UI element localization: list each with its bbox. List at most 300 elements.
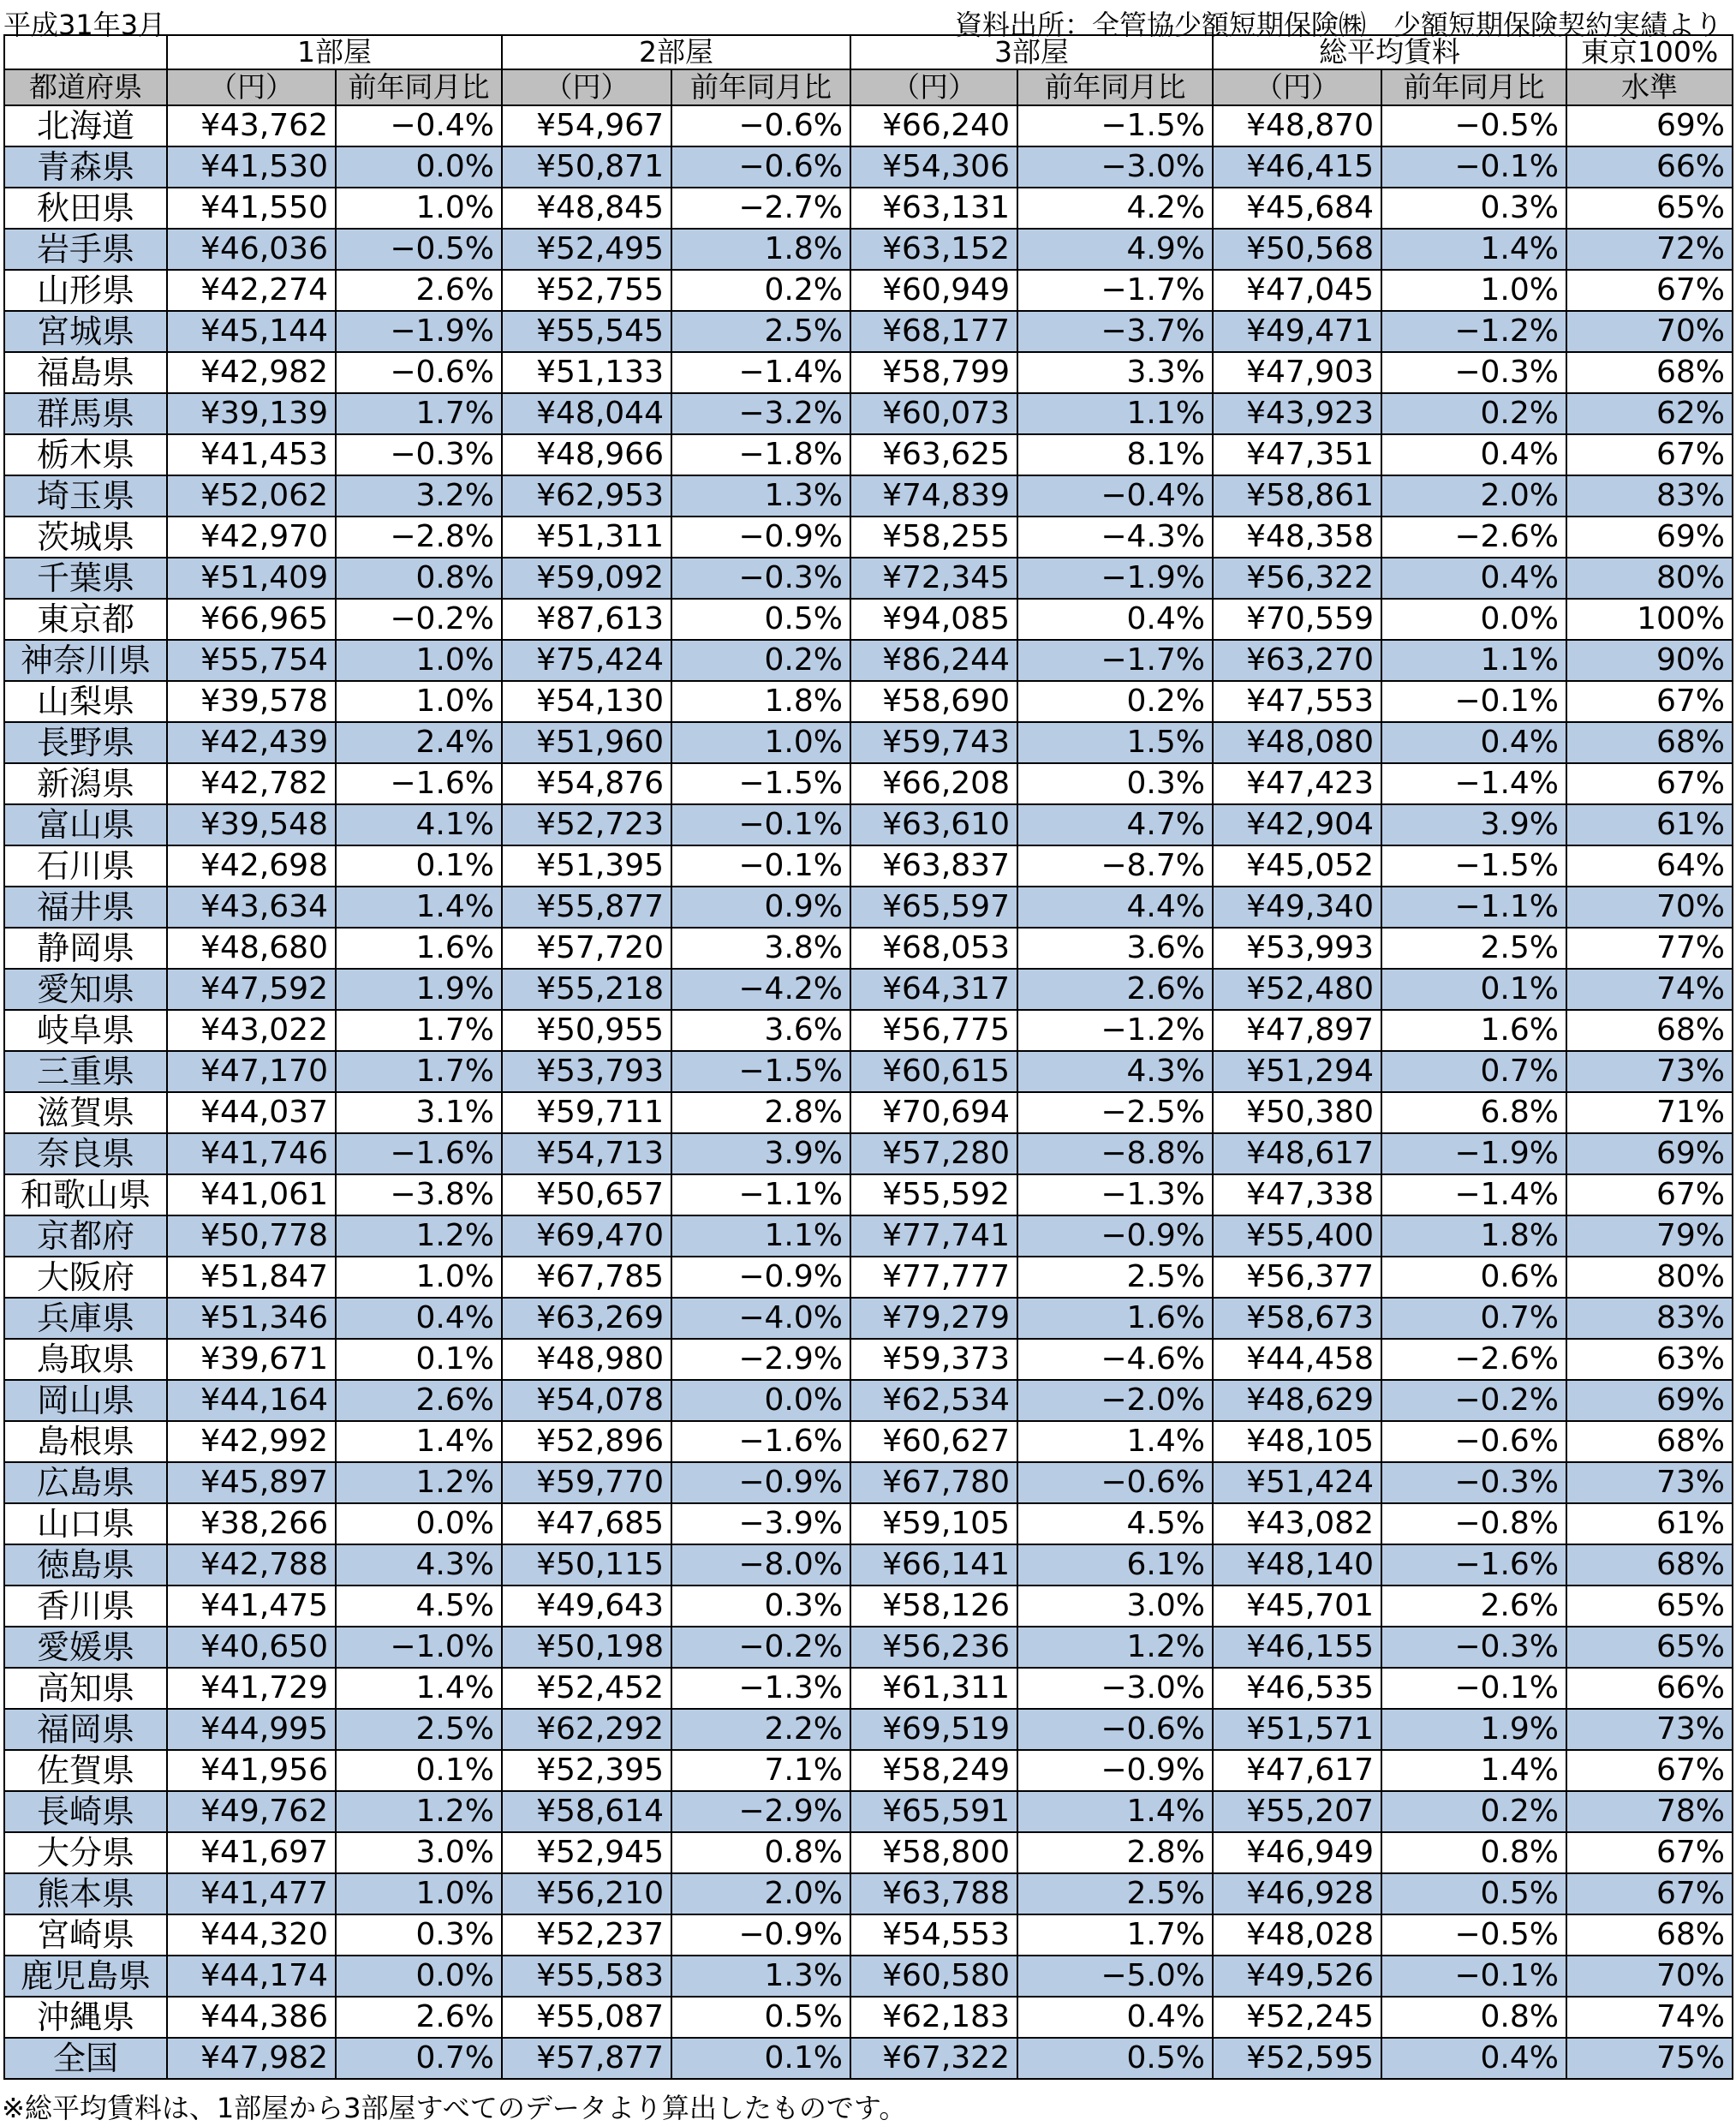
- rent-cell: ¥66,208: [850, 763, 1017, 804]
- yoy-cell: −0.3%: [671, 558, 850, 599]
- yoy-cell: 0.4%: [336, 1298, 502, 1339]
- rent-cell: ¥52,723: [502, 804, 671, 845]
- tokyo-ratio-cell: 69%: [1566, 1133, 1733, 1174]
- yoy-cell: −3.0%: [1017, 1668, 1213, 1709]
- yoy-cell: 1.4%: [1017, 1791, 1213, 1832]
- yoy-cell: 3.0%: [1017, 1586, 1213, 1627]
- tokyo-ratio-cell: 68%: [1566, 1544, 1733, 1586]
- yoy-cell: 0.8%: [1381, 1832, 1566, 1873]
- yoy-cell: 1.2%: [336, 1462, 502, 1503]
- yoy-cell: 3.6%: [1017, 928, 1213, 969]
- yoy-cell: −1.4%: [1381, 1174, 1566, 1215]
- rent-cell: ¥67,322: [850, 2038, 1017, 2079]
- yoy-cell: 2.6%: [336, 1997, 502, 2038]
- prefecture-cell: 福岡県: [4, 1709, 167, 1750]
- yoy-cell: 2.5%: [1017, 1873, 1213, 1914]
- rent-cell: ¥48,617: [1213, 1133, 1381, 1174]
- rent-cell: ¥50,657: [502, 1174, 671, 1215]
- rent-cell: ¥55,583: [502, 1956, 671, 1997]
- yoy-cell: 1.7%: [336, 1051, 502, 1092]
- tokyo-ratio-cell: 83%: [1566, 1298, 1733, 1339]
- rent-cell: ¥46,949: [1213, 1832, 1381, 1873]
- tokyo-ratio-cell: 74%: [1566, 1997, 1733, 2038]
- rent-cell: ¥67,780: [850, 1462, 1017, 1503]
- tokyo-ratio-cell: 73%: [1566, 1462, 1733, 1503]
- yoy-cell: −0.9%: [671, 517, 850, 558]
- yoy-cell: 0.0%: [336, 1956, 502, 1997]
- rent-cell: ¥51,395: [502, 845, 671, 887]
- rent-cell: ¥45,684: [1213, 188, 1381, 229]
- tokyo-ratio-cell: 67%: [1566, 1750, 1733, 1791]
- yoy-cell: −1.5%: [1381, 845, 1566, 887]
- yoy-cell: −1.4%: [671, 352, 850, 393]
- rent-cell: ¥56,236: [850, 1627, 1017, 1668]
- rent-cell: ¥58,861: [1213, 475, 1381, 517]
- yoy-cell: −8.8%: [1017, 1133, 1213, 1174]
- rent-cell: ¥55,754: [167, 640, 336, 681]
- rent-cell: ¥66,965: [167, 599, 336, 640]
- rent-cell: ¥41,477: [167, 1873, 336, 1914]
- prefecture-cell: 岩手県: [4, 229, 167, 270]
- tokyo-ratio-cell: 61%: [1566, 1503, 1733, 1544]
- rent-cell: ¥42,439: [167, 722, 336, 763]
- yoy-cell: −8.7%: [1017, 845, 1213, 887]
- prefecture-cell: 京都府: [4, 1215, 167, 1257]
- rent-cell: ¥47,553: [1213, 681, 1381, 722]
- yoy-cell: 0.2%: [1381, 1791, 1566, 1832]
- yoy-cell: 2.6%: [336, 270, 502, 311]
- yoy-cell: −1.7%: [1017, 270, 1213, 311]
- rent-cell: ¥46,415: [1213, 146, 1381, 188]
- table-row: [4, 845, 1733, 887]
- prefecture-cell: 山形県: [4, 270, 167, 311]
- yoy-cell: −1.7%: [1017, 640, 1213, 681]
- rent-cell: ¥41,697: [167, 1832, 336, 1873]
- tokyo-ratio-cell: 70%: [1566, 1956, 1733, 1997]
- prefecture-cell: 神奈川県: [4, 640, 167, 681]
- yoy-cell: 0.4%: [1381, 434, 1566, 475]
- rent-cell: ¥69,470: [502, 1215, 671, 1257]
- table-row: [4, 1133, 1733, 1174]
- table-row: [4, 1586, 1733, 1627]
- rent-cell: ¥59,373: [850, 1339, 1017, 1380]
- yoy-cell: −0.6%: [1381, 1421, 1566, 1462]
- yoy-cell: 0.5%: [671, 1997, 850, 2038]
- column-header: 前年同月比: [336, 69, 502, 105]
- table-row: [4, 1791, 1733, 1832]
- rent-cell: ¥43,923: [1213, 393, 1381, 434]
- tokyo-ratio-cell: 74%: [1566, 969, 1733, 1010]
- table-row: [4, 1668, 1733, 1709]
- yoy-cell: 4.3%: [1017, 1051, 1213, 1092]
- rent-cell: ¥55,592: [850, 1174, 1017, 1215]
- rent-cell: ¥46,155: [1213, 1627, 1381, 1668]
- column-header: 水準: [1566, 69, 1733, 105]
- tokyo-ratio-cell: 71%: [1566, 1092, 1733, 1133]
- yoy-cell: −3.2%: [671, 393, 850, 434]
- rent-cell: ¥75,424: [502, 640, 671, 681]
- yoy-cell: 0.1%: [336, 845, 502, 887]
- column-header: 都道府県: [4, 69, 167, 105]
- yoy-cell: 2.6%: [1017, 969, 1213, 1010]
- yoy-cell: −1.9%: [1017, 558, 1213, 599]
- rent-cell: ¥41,956: [167, 1750, 336, 1791]
- rent-cell: ¥86,244: [850, 640, 1017, 681]
- rent-cell: ¥50,955: [502, 1010, 671, 1051]
- yoy-cell: −0.9%: [1017, 1750, 1213, 1791]
- yoy-cell: 1.0%: [336, 1873, 502, 1914]
- yoy-cell: −3.9%: [671, 1503, 850, 1544]
- rent-cell: ¥45,052: [1213, 845, 1381, 887]
- rent-cell: ¥40,650: [167, 1627, 336, 1668]
- yoy-cell: 3.9%: [1381, 804, 1566, 845]
- table-row: [4, 1956, 1733, 1997]
- table-row: [4, 1627, 1733, 1668]
- yoy-cell: 1.1%: [1017, 393, 1213, 434]
- rent-cell: ¥66,240: [850, 105, 1017, 146]
- yoy-cell: −1.5%: [1017, 105, 1213, 146]
- yoy-cell: 4.7%: [1017, 804, 1213, 845]
- rent-cell: ¥48,680: [167, 928, 336, 969]
- rent-cell: ¥58,614: [502, 1791, 671, 1832]
- rent-cell: ¥43,634: [167, 887, 336, 928]
- tokyo-ratio-cell: 62%: [1566, 393, 1733, 434]
- prefecture-cell: 青森県: [4, 146, 167, 188]
- tokyo-ratio-cell: 65%: [1566, 188, 1733, 229]
- tokyo-ratio-cell: 64%: [1566, 845, 1733, 887]
- table-row: [4, 352, 1733, 393]
- rent-cell: ¥42,992: [167, 1421, 336, 1462]
- yoy-cell: 0.6%: [1381, 1257, 1566, 1298]
- yoy-cell: 0.1%: [336, 1750, 502, 1791]
- yoy-cell: −1.5%: [671, 763, 850, 804]
- rent-cell: ¥47,685: [502, 1503, 671, 1544]
- yoy-cell: 0.1%: [336, 1339, 502, 1380]
- rent-cell: ¥52,395: [502, 1750, 671, 1791]
- prefecture-cell: 栃木県: [4, 434, 167, 475]
- yoy-cell: 1.2%: [336, 1791, 502, 1832]
- rent-cell: ¥56,775: [850, 1010, 1017, 1051]
- yoy-cell: 2.8%: [671, 1092, 850, 1133]
- rent-cell: ¥63,270: [1213, 640, 1381, 681]
- yoy-cell: 0.5%: [1017, 2038, 1213, 2079]
- tokyo-ratio-cell: 65%: [1566, 1586, 1733, 1627]
- yoy-cell: 3.9%: [671, 1133, 850, 1174]
- yoy-cell: 1.1%: [1381, 640, 1566, 681]
- tokyo-ratio-cell: 67%: [1566, 1873, 1733, 1914]
- yoy-cell: 1.0%: [336, 681, 502, 722]
- rent-cell: ¥58,673: [1213, 1298, 1381, 1339]
- yoy-cell: −2.8%: [336, 517, 502, 558]
- yoy-cell: 1.3%: [671, 475, 850, 517]
- yoy-cell: 0.1%: [671, 2038, 850, 2079]
- rent-cell: ¥53,993: [1213, 928, 1381, 969]
- prefecture-cell: 石川県: [4, 845, 167, 887]
- prefecture-cell: 富山県: [4, 804, 167, 845]
- rent-cell: ¥41,729: [167, 1668, 336, 1709]
- yoy-cell: 0.4%: [1381, 558, 1566, 599]
- tokyo-ratio-cell: 67%: [1566, 1832, 1733, 1873]
- rent-cell: ¥48,980: [502, 1339, 671, 1380]
- yoy-cell: 2.2%: [671, 1709, 850, 1750]
- yoy-cell: −1.1%: [1381, 887, 1566, 928]
- rent-cell: ¥48,870: [1213, 105, 1381, 146]
- yoy-cell: 1.4%: [1381, 1750, 1566, 1791]
- yoy-cell: −0.2%: [1381, 1380, 1566, 1421]
- yoy-cell: −1.3%: [671, 1668, 850, 1709]
- rent-cell: ¥52,755: [502, 270, 671, 311]
- rent-cell: ¥50,115: [502, 1544, 671, 1586]
- yoy-cell: 0.9%: [671, 887, 850, 928]
- prefecture-cell: 千葉県: [4, 558, 167, 599]
- rent-cell: ¥60,615: [850, 1051, 1017, 1092]
- yoy-cell: −1.2%: [1381, 311, 1566, 352]
- yoy-cell: −1.6%: [671, 1421, 850, 1462]
- tokyo-ratio-cell: 73%: [1566, 1051, 1733, 1092]
- yoy-cell: −0.9%: [1017, 1215, 1213, 1257]
- yoy-cell: 0.3%: [1017, 763, 1213, 804]
- prefecture-cell: 新潟県: [4, 763, 167, 804]
- rent-cell: ¥58,255: [850, 517, 1017, 558]
- column-header: （円）: [167, 69, 336, 105]
- rent-cell: ¥42,970: [167, 517, 336, 558]
- yoy-cell: 2.5%: [671, 311, 850, 352]
- rent-cell: ¥63,269: [502, 1298, 671, 1339]
- rent-cell: ¥48,845: [502, 188, 671, 229]
- yoy-cell: 1.9%: [1381, 1709, 1566, 1750]
- yoy-cell: −1.6%: [1381, 1544, 1566, 1586]
- rent-cell: ¥56,377: [1213, 1257, 1381, 1298]
- yoy-cell: −5.0%: [1017, 1956, 1213, 1997]
- yoy-cell: −0.6%: [671, 105, 850, 146]
- rent-cell: ¥53,793: [502, 1051, 671, 1092]
- prefecture-cell: 三重県: [4, 1051, 167, 1092]
- rent-cell: ¥57,720: [502, 928, 671, 969]
- prefecture-cell: 長崎県: [4, 1791, 167, 1832]
- rent-cell: ¥60,627: [850, 1421, 1017, 1462]
- table-row: [4, 1750, 1733, 1791]
- yoy-cell: 1.7%: [1017, 1914, 1213, 1956]
- yoy-cell: 2.0%: [671, 1873, 850, 1914]
- yoy-cell: 4.4%: [1017, 887, 1213, 928]
- yoy-cell: 0.2%: [671, 270, 850, 311]
- yoy-cell: 4.5%: [336, 1586, 502, 1627]
- table-row: [4, 887, 1733, 928]
- table-row: [4, 311, 1733, 352]
- yoy-cell: 2.4%: [336, 722, 502, 763]
- rent-cell: ¥60,580: [850, 1956, 1017, 1997]
- prefecture-cell: 茨城県: [4, 517, 167, 558]
- rent-cell: ¥52,896: [502, 1421, 671, 1462]
- rent-cell: ¥43,082: [1213, 1503, 1381, 1544]
- date-label: 平成31年3月: [3, 9, 166, 41]
- rent-cell: ¥65,591: [850, 1791, 1017, 1832]
- yoy-cell: −0.3%: [1381, 1627, 1566, 1668]
- rent-cell: ¥44,164: [167, 1380, 336, 1421]
- table-row: [4, 1997, 1733, 2038]
- yoy-cell: 2.5%: [1017, 1257, 1213, 1298]
- group-header: 2部屋: [502, 35, 850, 69]
- yoy-cell: −0.1%: [671, 845, 850, 887]
- yoy-cell: 0.5%: [1381, 1873, 1566, 1914]
- prefecture-cell: 東京都: [4, 599, 167, 640]
- tokyo-ratio-cell: 67%: [1566, 1174, 1733, 1215]
- yoy-cell: −4.2%: [671, 969, 850, 1010]
- rent-cell: ¥44,037: [167, 1092, 336, 1133]
- rent-cell: ¥42,782: [167, 763, 336, 804]
- yoy-cell: 4.2%: [1017, 188, 1213, 229]
- rent-cell: ¥49,471: [1213, 311, 1381, 352]
- tokyo-ratio-cell: 80%: [1566, 558, 1733, 599]
- rent-cell: ¥48,044: [502, 393, 671, 434]
- rent-cell: ¥41,061: [167, 1174, 336, 1215]
- tokyo-ratio-cell: 73%: [1566, 1709, 1733, 1750]
- prefecture-cell: 群馬県: [4, 393, 167, 434]
- group-header: 総平均賃料: [1213, 35, 1566, 69]
- yoy-cell: 3.6%: [671, 1010, 850, 1051]
- yoy-cell: −2.5%: [1017, 1092, 1213, 1133]
- rent-cell: ¥54,713: [502, 1133, 671, 1174]
- table-row: [4, 1298, 1733, 1339]
- prefecture-cell: 熊本県: [4, 1873, 167, 1914]
- table-row: [4, 1257, 1733, 1298]
- yoy-cell: 0.8%: [1381, 1997, 1566, 2038]
- yoy-cell: −0.6%: [1017, 1462, 1213, 1503]
- rent-cell: ¥51,571: [1213, 1709, 1381, 1750]
- rent-cell: ¥38,266: [167, 1503, 336, 1544]
- yoy-cell: 1.0%: [336, 188, 502, 229]
- table-row: [4, 599, 1733, 640]
- rent-cell: ¥51,311: [502, 517, 671, 558]
- yoy-cell: 0.0%: [336, 146, 502, 188]
- rent-cell: ¥52,595: [1213, 2038, 1381, 2079]
- tokyo-ratio-cell: 77%: [1566, 928, 1733, 969]
- rent-cell: ¥62,953: [502, 475, 671, 517]
- rent-cell: ¥43,762: [167, 105, 336, 146]
- yoy-cell: −0.1%: [1381, 146, 1566, 188]
- title-bar: [0, 0, 1736, 41]
- yoy-cell: −0.1%: [1381, 681, 1566, 722]
- prefecture-cell: 静岡県: [4, 928, 167, 969]
- yoy-cell: 4.1%: [336, 804, 502, 845]
- yoy-cell: 1.0%: [336, 640, 502, 681]
- yoy-cell: 2.6%: [336, 1380, 502, 1421]
- table-row: [4, 763, 1733, 804]
- yoy-cell: 0.7%: [1381, 1298, 1566, 1339]
- group-header: 1部屋: [167, 35, 502, 69]
- yoy-cell: −2.9%: [671, 1339, 850, 1380]
- yoy-cell: 0.1%: [1381, 969, 1566, 1010]
- rent-cell: ¥79,279: [850, 1298, 1017, 1339]
- rent-cell: ¥50,380: [1213, 1092, 1381, 1133]
- yoy-cell: 0.3%: [671, 1586, 850, 1627]
- rent-cell: ¥57,280: [850, 1133, 1017, 1174]
- yoy-cell: 0.5%: [671, 599, 850, 640]
- sub-header-row: [4, 69, 1733, 105]
- yoy-cell: 1.0%: [671, 722, 850, 763]
- rent-cell: ¥70,694: [850, 1092, 1017, 1133]
- rent-cell: ¥52,245: [1213, 1997, 1381, 2038]
- table-row: [4, 1503, 1733, 1544]
- yoy-cell: 0.0%: [671, 1380, 850, 1421]
- yoy-cell: 1.5%: [1017, 722, 1213, 763]
- rent-cell: ¥39,578: [167, 681, 336, 722]
- yoy-cell: 1.1%: [671, 1215, 850, 1257]
- prefecture-cell: 和歌山県: [4, 1174, 167, 1215]
- rent-cell: ¥74,839: [850, 475, 1017, 517]
- yoy-cell: 3.0%: [336, 1832, 502, 1873]
- yoy-cell: 1.7%: [336, 1010, 502, 1051]
- yoy-cell: 1.9%: [336, 969, 502, 1010]
- rent-cell: ¥47,897: [1213, 1010, 1381, 1051]
- table-row: [4, 475, 1733, 517]
- yoy-cell: 1.7%: [336, 393, 502, 434]
- yoy-cell: 0.4%: [1017, 599, 1213, 640]
- tokyo-ratio-cell: 68%: [1566, 352, 1733, 393]
- yoy-cell: −0.6%: [671, 146, 850, 188]
- prefecture-cell: 宮崎県: [4, 1914, 167, 1956]
- rent-cell: ¥48,629: [1213, 1380, 1381, 1421]
- yoy-cell: −1.3%: [1017, 1174, 1213, 1215]
- yoy-cell: 1.8%: [1381, 1215, 1566, 1257]
- rent-cell: ¥49,643: [502, 1586, 671, 1627]
- yoy-cell: −0.2%: [336, 599, 502, 640]
- yoy-cell: −1.9%: [1381, 1133, 1566, 1174]
- prefecture-cell: 愛知県: [4, 969, 167, 1010]
- yoy-cell: 6.1%: [1017, 1544, 1213, 1586]
- rent-cell: ¥44,995: [167, 1709, 336, 1750]
- yoy-cell: 0.8%: [671, 1832, 850, 1873]
- rent-cell: ¥39,671: [167, 1339, 336, 1380]
- rent-cell: ¥52,945: [502, 1832, 671, 1873]
- rent-cell: ¥51,409: [167, 558, 336, 599]
- rent-cell: ¥47,351: [1213, 434, 1381, 475]
- rent-cell: ¥54,553: [850, 1914, 1017, 1956]
- rent-cell: ¥54,876: [502, 763, 671, 804]
- rent-cell: ¥58,249: [850, 1750, 1017, 1791]
- prefecture-cell: 島根県: [4, 1421, 167, 1462]
- table-row: [4, 188, 1733, 229]
- group-header: 3部屋: [850, 35, 1213, 69]
- rent-cell: ¥43,022: [167, 1010, 336, 1051]
- rent-cell: ¥68,053: [850, 928, 1017, 969]
- yoy-cell: −0.4%: [336, 105, 502, 146]
- rent-cell: ¥48,358: [1213, 517, 1381, 558]
- tokyo-ratio-cell: 68%: [1566, 1914, 1733, 1956]
- table-row: [4, 1832, 1733, 1873]
- rent-cell: ¥44,458: [1213, 1339, 1381, 1380]
- rent-cell: ¥62,534: [850, 1380, 1017, 1421]
- yoy-cell: 1.6%: [1017, 1298, 1213, 1339]
- column-header: （円）: [1213, 69, 1381, 105]
- rent-cell: ¥44,174: [167, 1956, 336, 1997]
- yoy-cell: 1.6%: [336, 928, 502, 969]
- column-header: 前年同月比: [1381, 69, 1566, 105]
- rent-cell: ¥63,625: [850, 434, 1017, 475]
- prefecture-cell: 兵庫県: [4, 1298, 167, 1339]
- prefecture-cell: 北海道: [4, 105, 167, 146]
- rent-cell: ¥56,210: [502, 1873, 671, 1914]
- yoy-cell: 1.0%: [1381, 270, 1566, 311]
- prefecture-cell: 香川県: [4, 1586, 167, 1627]
- rent-cell: ¥59,092: [502, 558, 671, 599]
- prefecture-cell: 佐賀県: [4, 1750, 167, 1791]
- table-row: [4, 1709, 1733, 1750]
- prefecture-cell: 埼玉県: [4, 475, 167, 517]
- yoy-cell: 0.2%: [1381, 393, 1566, 434]
- rent-cell: ¥59,711: [502, 1092, 671, 1133]
- footnote: ※総平均賃料は、1部屋から3部屋すべてのデータより算出したものです。: [2, 2092, 907, 2124]
